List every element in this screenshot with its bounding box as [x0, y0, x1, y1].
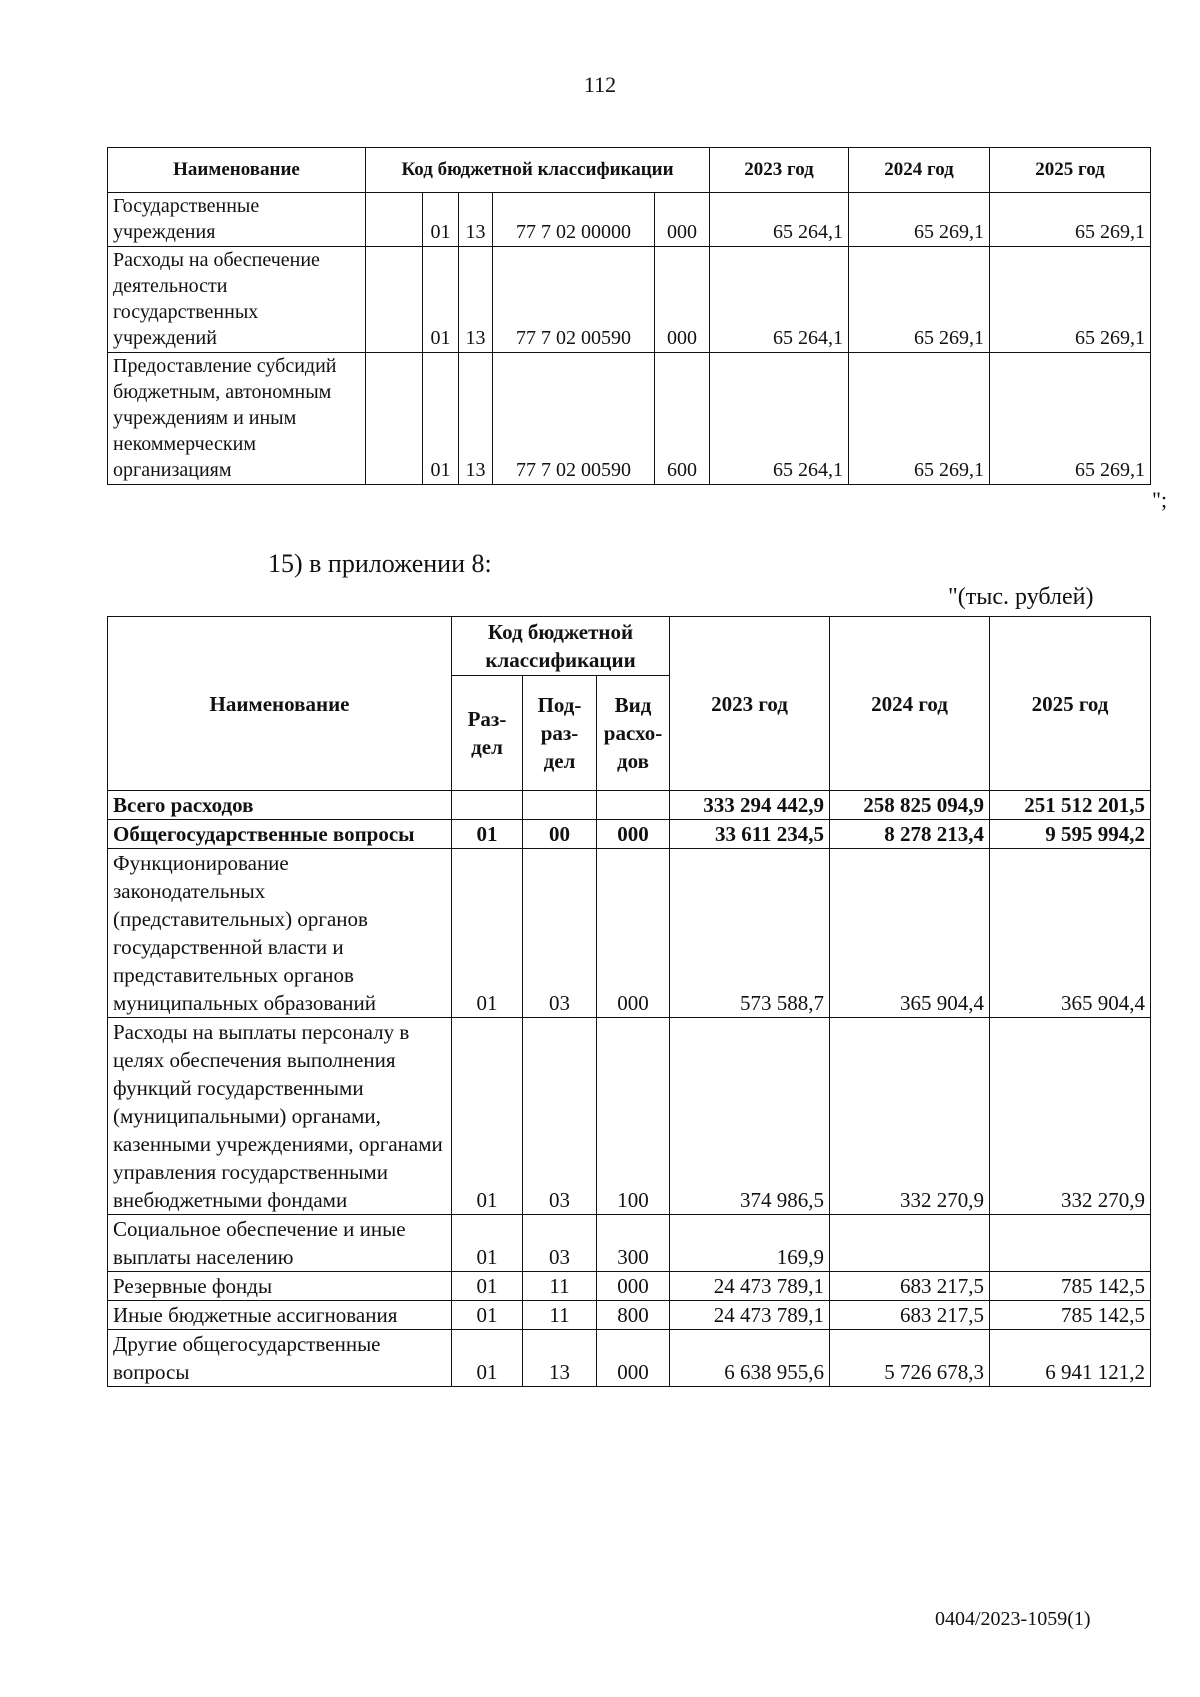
table1-header-row [108, 148, 1151, 193]
table-row [108, 849, 1151, 1018]
code-expense-type: 000 [597, 1330, 670, 1387]
code-target-article: 77 7 02 00590 [493, 353, 655, 485]
code-section: 01 [423, 353, 459, 485]
value-2025 [990, 1215, 1151, 1272]
value-2024: 65 269,1 [849, 193, 990, 247]
code-section: 01 [423, 193, 459, 247]
value-2025: 785 142,5 [990, 1301, 1151, 1330]
table1-header-2023: 2023 год [710, 148, 849, 193]
table1-header-2024: 2024 год [849, 148, 990, 193]
value-2023: 65 264,1 [710, 193, 849, 247]
row-name: Расходы на выплаты персоналу в целях обеспечения выполнения функций государственными (муниципальными) органами, казенными учреждениями, органами управления государственными внебюджетными фондами [108, 1018, 452, 1215]
code-subsection: 03 [523, 1215, 597, 1272]
row-name: Общегосударственные вопросы [108, 820, 452, 849]
code-expense-type: 600 [655, 353, 710, 485]
code-section: 01 [452, 820, 523, 849]
value-2023: 24 473 789,1 [670, 1301, 830, 1330]
row-name: Иные бюджетные ассигнования [108, 1301, 452, 1330]
table2-header-2025: 2025 год [990, 617, 1151, 791]
code-expense-type: 000 [655, 193, 710, 247]
code-subsection: 11 [523, 1301, 597, 1330]
appendix-8-table [107, 616, 1151, 1387]
code-expense-type: 300 [597, 1215, 670, 1272]
section-intro: 15) в приложении 8: [268, 549, 492, 578]
table2-header-podrazdel: Под- раз- дел [523, 676, 597, 791]
code-cell [366, 247, 423, 353]
table2-header-vid: Вид расхо- дов [597, 676, 670, 791]
code-cell [366, 353, 423, 485]
value-2024: 65 269,1 [849, 353, 990, 485]
code-section: 01 [423, 247, 459, 353]
value-2025: 365 904,4 [990, 849, 1151, 1018]
units-label: "(тыс. рублей) [948, 584, 1094, 610]
table-row [108, 820, 1151, 849]
row-name: Предоставление субсидий бюджетным, автономным учреждениям и иным некоммерческим организациям [108, 353, 366, 485]
code-subsection: 13 [459, 353, 493, 485]
table-row [108, 1215, 1151, 1272]
value-2023: 374 986,5 [670, 1018, 830, 1215]
code-section [452, 791, 523, 820]
table-row [108, 1272, 1151, 1301]
row-name: Функционирование законодательных (представительных) органов государственной власти и представительных органов муниципальных образований [108, 849, 452, 1018]
row-name: Государственные учреждения [108, 193, 366, 247]
value-2024: 332 270,9 [830, 1018, 990, 1215]
table1-header-2025: 2025 год [990, 148, 1151, 193]
value-2023: 24 473 789,1 [670, 1272, 830, 1301]
code-subsection: 13 [459, 247, 493, 353]
table-row [108, 193, 1151, 247]
value-2024: 8 278 213,4 [830, 820, 990, 849]
value-2024: 5 726 678,3 [830, 1330, 990, 1387]
table2-header-2023: 2023 год [670, 617, 830, 791]
value-2025: 9 595 994,2 [990, 820, 1151, 849]
row-name: Резервные фонды [108, 1272, 452, 1301]
value-2024 [830, 1215, 990, 1272]
row-name: Всего расходов [108, 791, 452, 820]
code-subsection: 13 [523, 1330, 597, 1387]
code-expense-type: 100 [597, 1018, 670, 1215]
code-subsection: 03 [523, 1018, 597, 1215]
document-code: 0404/2023-1059(1) [935, 1608, 1091, 1630]
code-section: 01 [452, 1215, 523, 1272]
value-2025: 65 269,1 [990, 247, 1151, 353]
value-2025: 65 269,1 [990, 193, 1151, 247]
table-row [108, 1301, 1151, 1330]
value-2023: 169,9 [670, 1215, 830, 1272]
table-row [108, 1330, 1151, 1387]
value-2023: 333 294 442,9 [670, 791, 830, 820]
code-expense-type: 000 [597, 1272, 670, 1301]
value-2024: 683 217,5 [830, 1272, 990, 1301]
code-subsection: 11 [523, 1272, 597, 1301]
table-row [108, 791, 1151, 820]
code-section: 01 [452, 1330, 523, 1387]
code-expense-type: 800 [597, 1301, 670, 1330]
code-section: 01 [452, 1301, 523, 1330]
value-2024: 365 904,4 [830, 849, 990, 1018]
code-section: 01 [452, 1272, 523, 1301]
code-section: 01 [452, 849, 523, 1018]
table2-header-razdel: Раз- дел [452, 676, 523, 791]
budget-table-continuation [107, 147, 1151, 485]
value-2025: 65 269,1 [990, 353, 1151, 485]
value-2024: 258 825 094,9 [830, 791, 990, 820]
code-subsection: 13 [459, 193, 493, 247]
code-expense-type [597, 791, 670, 820]
value-2025: 6 941 121,2 [990, 1330, 1151, 1387]
code-expense-type: 000 [655, 247, 710, 353]
code-subsection: 03 [523, 849, 597, 1018]
page-number: 112 [583, 72, 617, 97]
value-2023: 65 264,1 [710, 353, 849, 485]
row-name: Социальное обеспечение и иные выплаты населению [108, 1215, 452, 1272]
table-row [108, 247, 1151, 353]
value-2023: 6 638 955,6 [670, 1330, 830, 1387]
value-2024: 65 269,1 [849, 247, 990, 353]
table2-header-2024: 2024 год [830, 617, 990, 791]
code-subsection [523, 791, 597, 820]
table2-header-code: Код бюджетной классификации [452, 617, 670, 676]
value-2025: 785 142,5 [990, 1272, 1151, 1301]
code-cell [366, 193, 423, 247]
value-2023: 33 611 234,5 [670, 820, 830, 849]
table-row [108, 1018, 1151, 1215]
value-2024: 683 217,5 [830, 1301, 990, 1330]
table1-header-code: Код бюджетной классификации [366, 148, 710, 193]
code-subsection: 00 [523, 820, 597, 849]
table2-header-name: Наименование [108, 617, 452, 791]
value-2023: 573 588,7 [670, 849, 830, 1018]
value-2023: 65 264,1 [710, 247, 849, 353]
code-target-article: 77 7 02 00590 [493, 247, 655, 353]
row-name: Другие общегосударственные вопросы [108, 1330, 452, 1387]
table1-header-name: Наименование [108, 148, 366, 193]
code-target-article: 77 7 02 00000 [493, 193, 655, 247]
table-row [108, 353, 1151, 485]
table2-header-row-1 [108, 617, 1151, 676]
value-2025: 251 512 201,5 [990, 791, 1151, 820]
row-name: Расходы на обеспечение деятельности государственных учреждений [108, 247, 366, 353]
code-expense-type: 000 [597, 849, 670, 1018]
code-section: 01 [452, 1018, 523, 1215]
code-expense-type: 000 [597, 820, 670, 849]
value-2025: 332 270,9 [990, 1018, 1151, 1215]
closing-quote-mark: "; [1152, 487, 1168, 512]
